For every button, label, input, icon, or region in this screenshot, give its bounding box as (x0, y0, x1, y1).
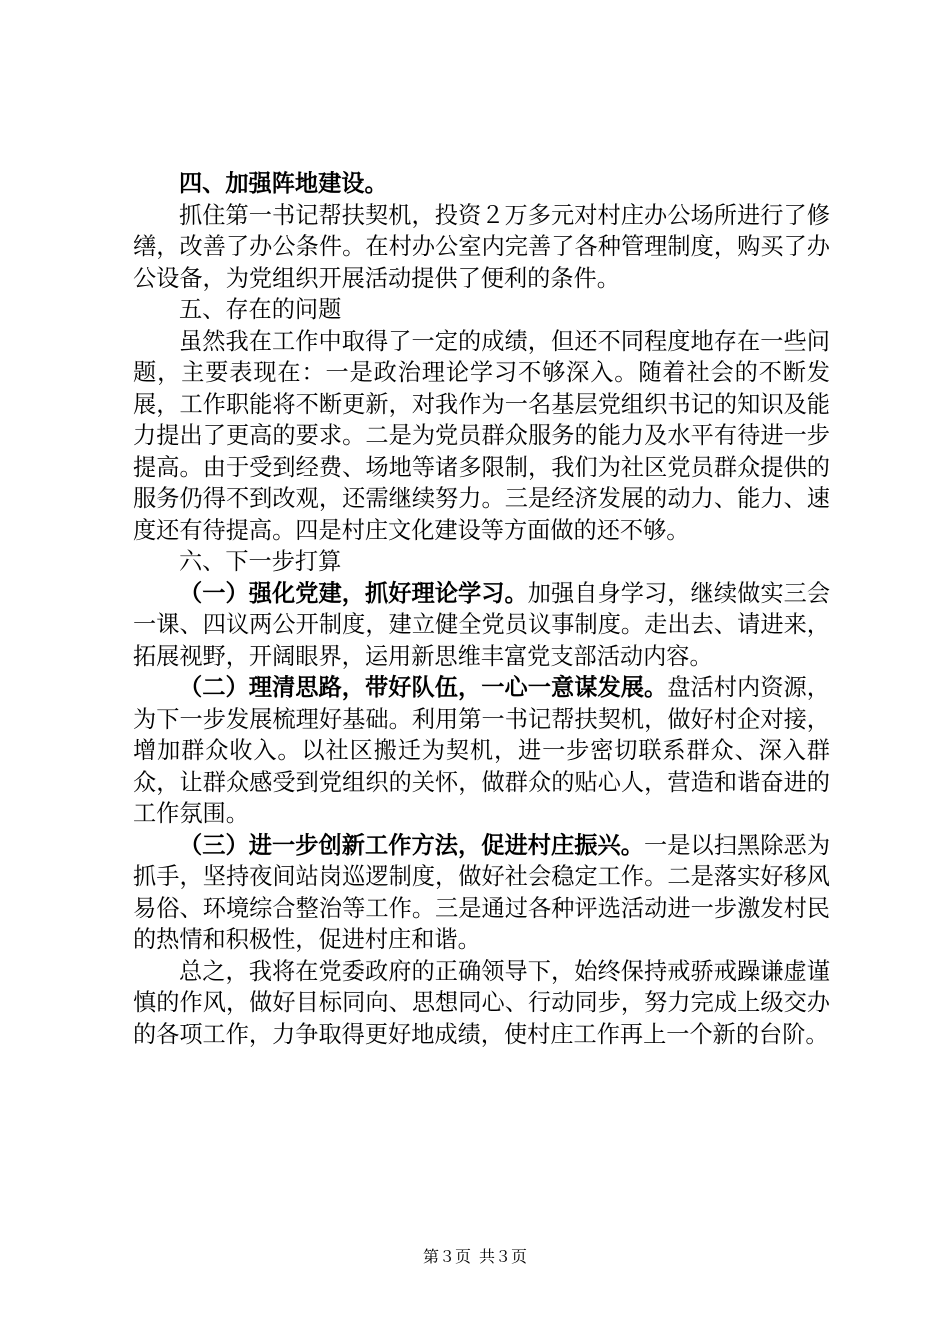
paragraph-text: 加强自身学习，继续做实三会一课、四议两公开制度，建立健全党员议事制度。走出去、请进来，拓展视野，开阔眼界，运用新思维丰富党支部活动内容。 (133, 579, 831, 670)
paragraph-title: （三）进一步创新工作方法，促进村庄振兴。 (179, 831, 645, 859)
document-body (133, 168, 830, 1050)
section-heading-5: 五、存在的问题 (179, 296, 342, 323)
section-body-5: 虽然我在工作中取得了一定的成绩，但还不同程度地存在一些问题，主要表现在：一是政治理论学习不够深入。随着社会的不断发展，工作职能将不断更新，对我作为一名基层党组织书记的知识及能力提出了更高的要求。二是为党员群众服务的能力及水平有待进一步提高。由于受到经费、场地等诸多限制，我们为社区党员群众提供的服务仍得不到改观，还需继续努力。三是经济发展的动力、能力、速度还有待提高。四是村庄文化建设等方面做的还不够。 (133, 327, 830, 544)
paragraph-title: （二）理清思路，带好队伍，一心一意谋发展。 (179, 674, 668, 701)
page-footer (0, 1244, 950, 1267)
page-number: 第３页 (422, 1247, 471, 1266)
paragraph-text: 一是以扫黑除恶为抓手，坚持夜间站岗巡逻制度，做好社会稳定工作。二是落实好移风易俗、环境综合整治等工作。三是通过各种评选活动进一步激发村民的热情和积极性，促进村庄和谐。 (133, 831, 830, 953)
section-6-paragraph-1 (133, 578, 830, 673)
section-6-paragraph-3 (133, 830, 830, 956)
page-total: 共３页 (479, 1247, 528, 1266)
section-body-4: 抓住第一书记帮扶契机，投资２万多元对村庄办公场所进行了修缮，改善了办公条件。在村办公室内完善了各种管理制度，购买了办公设备，为党组织开展活动提供了便利的条件。 (133, 201, 830, 292)
section-heading-4: 四、加强阵地建设。 (179, 170, 388, 197)
conclusion-paragraph: 总之，我将在党委政府的正确领导下，始终保持戒骄戒躁谦虚谨慎的作风，做好目标同向、思想同心、行动同步，努力完成上级交办的各项工作，力争取得更好地成绩，使村庄工作再上一个新的台阶。 (133, 957, 830, 1048)
paragraph-text: 盘活村内资源，为下一步发展梳理好基础。利用第一书记帮扶契机，做好村企对接，增加群众收入。以社区搬迁为契机，进一步密切联系群众、深入群众，让群众感受到党组织的关怀，做群众的贴心人，营造和谐奋进的工作氛围。 (133, 674, 830, 827)
section-6-paragraph-2 (133, 672, 830, 830)
paragraph-title: （一）强化党建，抓好理论学习。 (179, 579, 528, 607)
section-heading-6: 六、下一步打算 (179, 548, 342, 575)
